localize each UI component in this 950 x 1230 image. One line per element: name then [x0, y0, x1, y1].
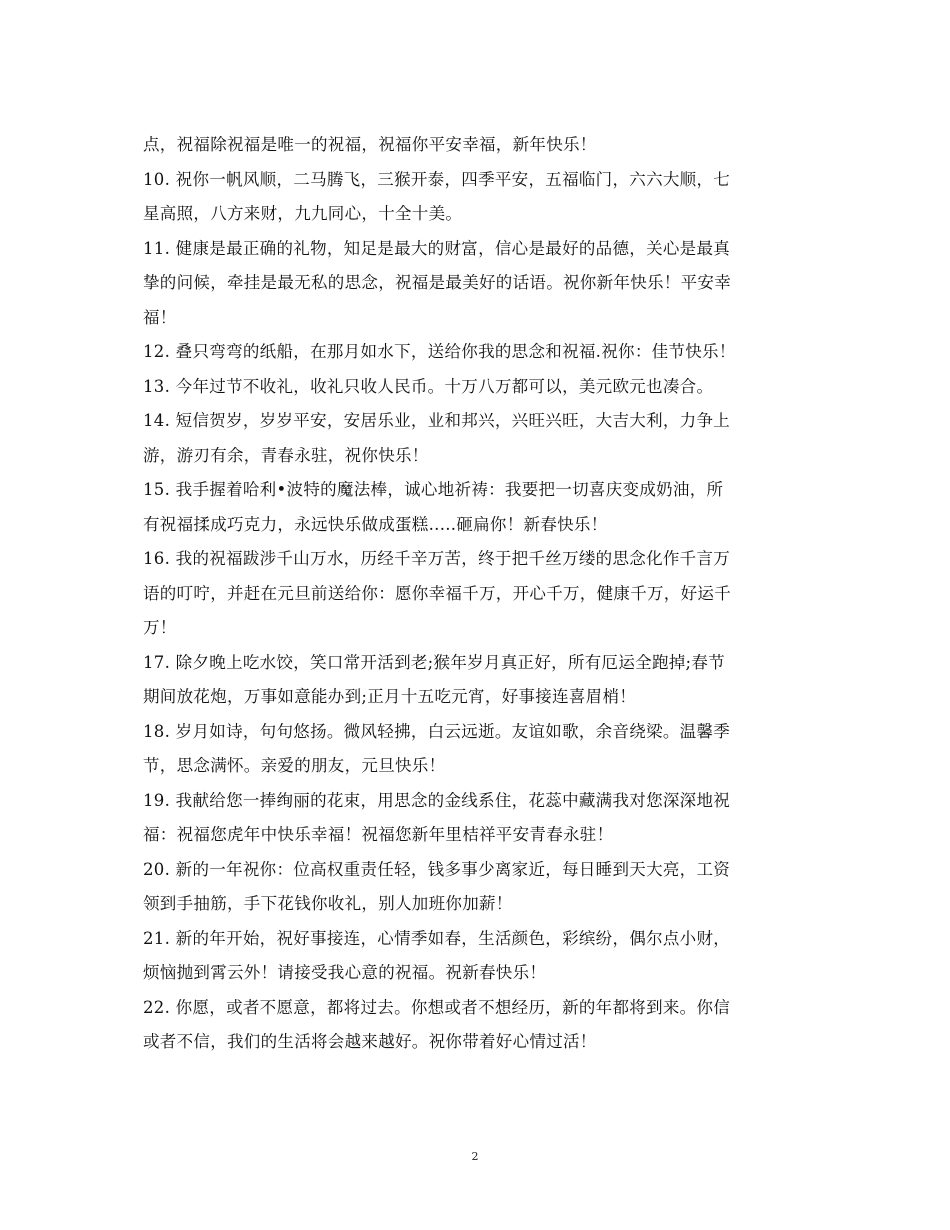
text-line: 10. 祝你一帆风顺，二马腾飞，三猴开泰，四季平安，五福临门，六六大顺，七 [143, 169, 731, 189]
text-line: 烦恼抛到霄云外！请接受我心意的祝福。祝新春快乐！ [143, 963, 547, 982]
text-line: 14. 短信贺岁，岁岁平安，安居乐业，业和邦兴，兴旺兴旺，大吉大利，力争上 [143, 411, 731, 430]
text-line: 万！ [143, 618, 177, 637]
text-line: 19. 我献给您一捧绚丽的花束，用思念的金线系住，花蕊中藏满我对您深深地祝 [143, 790, 731, 810]
text-line: 福：祝福您虎年中快乐幸福！祝福您新年里桔祥平安青春永驻！ [143, 825, 614, 844]
text-line: 领到手抽筋，手下花钱你收礼，别人加班你加薪！ [143, 894, 513, 913]
text-line: 16. 我的祝福跋涉千山万水，历经千辛万苦，终于把千丝万缕的思念化作千言万 [143, 549, 731, 568]
text-line: 11. 健康是最正确的礼物，知足是最大的财富，信心是最好的品德，关心是最真 [143, 238, 731, 258]
text-line: 或者不信，我们的生活将会越来越好。祝你带着好心情过活！ [143, 1032, 597, 1051]
text-line: 游，游刃有余，青春永驻，祝你快乐！ [143, 445, 429, 465]
page-number: 2 [471, 1150, 479, 1163]
text-line: 21. 新的年开始，祝好事接连，心情季如春，生活颜色，彩缤纷，偶尔点小财， [143, 928, 731, 948]
text-line: 星高照，八方来财，九九同心，十全十美。 [143, 204, 463, 223]
text-line: 福！ [143, 307, 177, 327]
text-line: 18. 岁月如诗，句句悠扬。微风轻拂，白云远逝。友谊如歌，余音绕梁。温馨季 [143, 721, 731, 741]
text-line: 12. 叠只弯弯的纸船，在那月如水下，送给你我的思念和祝福.祝你：佳节快乐！ [143, 342, 736, 361]
text-line: 挚的问候，牵挂是最无私的思念，祝福是最美好的话语。祝你新年快乐！平安幸 [143, 273, 731, 292]
text-line: 有祝福揉成巧克力，永远快乐做成蛋糕.....砸扁你！新春快乐！ [143, 514, 608, 534]
document-body [143, 128, 808, 1060]
text-line: 点，祝福除祝福是唯一的祝福，祝福你平安幸福，新年快乐！ [143, 135, 597, 154]
text-line: 期间放花炮，万事如意能办到;正月十五吃元宵，好事接连喜眉梢！ [143, 687, 637, 706]
text-line: 13. 今年过节不收礼，收礼只收人民币。十万八万都可以，美元欧元也凑合。 [143, 376, 714, 396]
text-line: 语的叮咛，并赶在元旦前送给你：愿你幸福千万，开心千万，健康千万，好运千 [143, 583, 731, 603]
text-line: 22. 你愿，或者不愿意，都将过去。你想或者不想经历，新的年都将到来。你信 [143, 997, 731, 1017]
text-line: 15. 我手握着哈利•波特的魔法棒，诚心地祈祷：我要把一切喜庆变成奶油，所 [143, 480, 724, 499]
text-line: 17. 除夕晚上吃水饺，笑口常开活到老;猴年岁月真正好，所有厄运全跑掉;春节 [143, 652, 726, 672]
text-line: 20. 新的一年祝你：位高权重责任轻，钱多事少离家近，每日睡到天大亮，工资 [143, 859, 731, 879]
text-line: 节，思念满怀。亲爱的朋友，元旦快乐！ [143, 756, 446, 775]
